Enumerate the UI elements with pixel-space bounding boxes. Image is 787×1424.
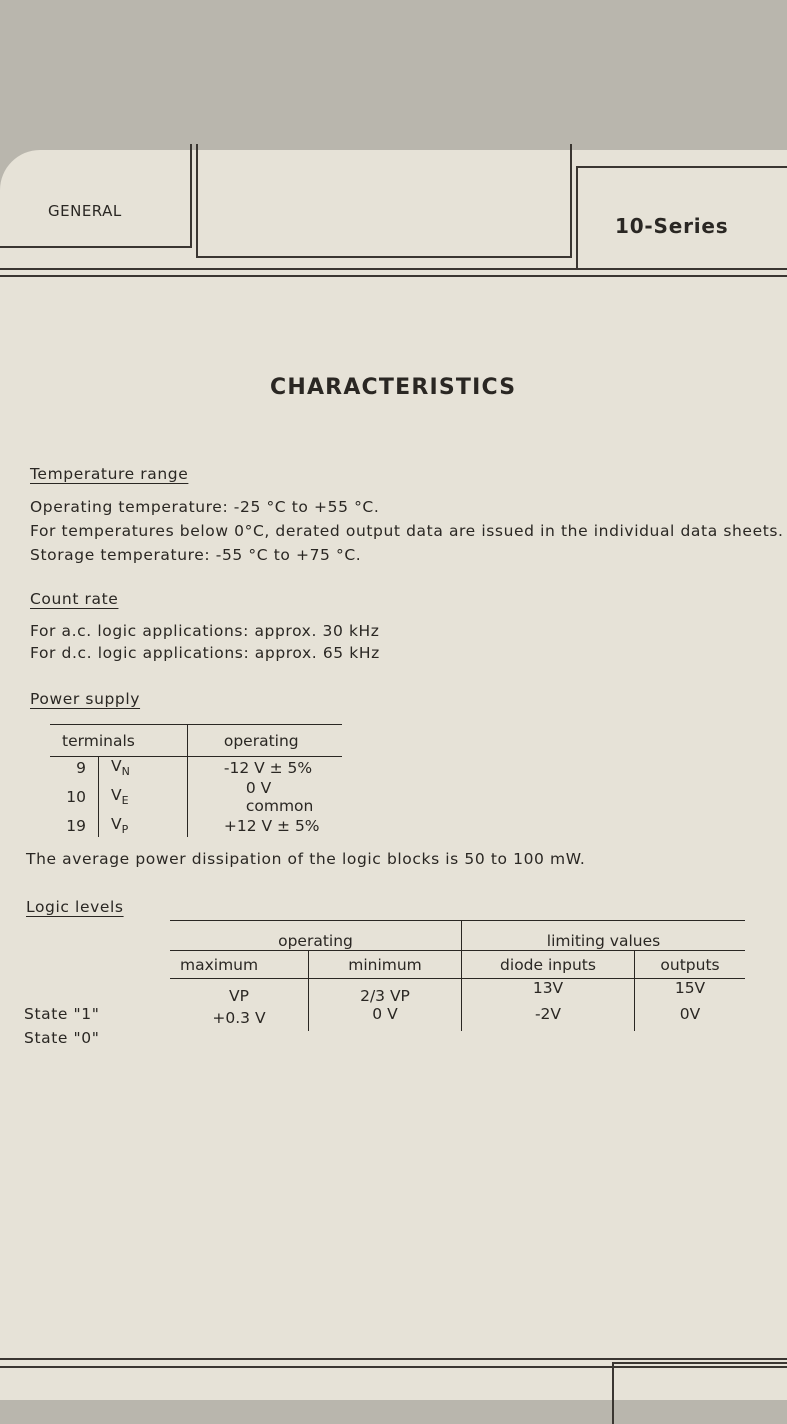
- state1-outputs: 15V: [674, 979, 706, 997]
- header-middle-box: [196, 144, 572, 258]
- state0-maximum: +0.3 V: [170, 1005, 309, 1031]
- terminal-number: 19: [50, 815, 99, 837]
- terminal-number: 10: [50, 779, 99, 815]
- col-terminals: terminals: [50, 725, 187, 757]
- power-supply-table: [50, 724, 342, 837]
- count-rate-line: For a.c. logic applications: approx. 30 kHz: [30, 622, 380, 640]
- state-0-row: [170, 1005, 745, 1031]
- supply-value: 0 V common: [245, 778, 314, 815]
- footer-rule-1: [0, 1358, 787, 1360]
- terminal-number: 9: [50, 757, 99, 779]
- state-1-row: [170, 979, 745, 1005]
- header-rule-2: [0, 275, 787, 277]
- header-right-label: 10-Series: [615, 214, 729, 238]
- temperature-line: Operating temperature: -25 °C to +55 °C.: [30, 498, 380, 516]
- state1-minimum: 2/3 VP: [309, 979, 462, 1005]
- state-0-label: State "0": [24, 1029, 100, 1047]
- state-1-label: State "1": [24, 1005, 100, 1023]
- terminal-symbol: $V_N$: [99, 757, 188, 779]
- state1-maximum: VP: [170, 979, 309, 1005]
- col-outputs: outputs: [660, 955, 720, 974]
- page-title: CHARACTERISTICS: [270, 375, 517, 400]
- col-maximum: maximum: [170, 951, 309, 979]
- supply-value: +12 V ± 5%: [223, 816, 320, 835]
- state0-minimum: 0 V: [309, 1005, 462, 1031]
- col-minimum: minimum: [309, 951, 462, 979]
- logic-levels-heading: Logic levels: [26, 898, 124, 916]
- state1-diode: 13V: [462, 979, 635, 1005]
- power-row: [50, 757, 342, 779]
- col-operating: operating: [223, 731, 299, 750]
- count-rate-line: For d.c. logic applications: approx. 65 kHz: [30, 644, 380, 662]
- supply-value: -12 V ± 5%: [223, 758, 313, 777]
- group-limiting-values: limiting values: [462, 921, 746, 951]
- footer-box: [612, 1362, 787, 1424]
- document-page: [0, 150, 787, 1400]
- temperature-heading: Temperature range: [30, 465, 189, 483]
- power-row: [50, 779, 342, 815]
- logic-levels-table: [170, 920, 745, 1031]
- power-supply-heading: Power supply: [30, 690, 141, 708]
- header-rule-1: [0, 268, 787, 270]
- power-row: [50, 815, 342, 837]
- count-rate-heading: Count rate: [30, 590, 119, 608]
- terminal-symbol: $V_P$: [99, 815, 188, 837]
- header-left-label: GENERAL: [48, 202, 122, 220]
- group-operating: operating: [170, 921, 462, 951]
- header-left-box: [0, 144, 192, 248]
- terminal-symbol: $V_E$: [99, 779, 188, 815]
- col-diode-inputs: diode inputs: [462, 951, 635, 979]
- state0-diode: -2V: [462, 1005, 635, 1031]
- state0-outputs: 0V: [679, 1004, 701, 1023]
- temperature-line: For temperatures below 0°C, derated output data are issued in the individual data sheets.: [30, 522, 784, 540]
- power-dissipation-note: The average power dissipation of the logic blocks is 50 to 100 mW.: [26, 850, 586, 868]
- temperature-line: Storage temperature: -55 °C to +75 °C.: [30, 546, 362, 564]
